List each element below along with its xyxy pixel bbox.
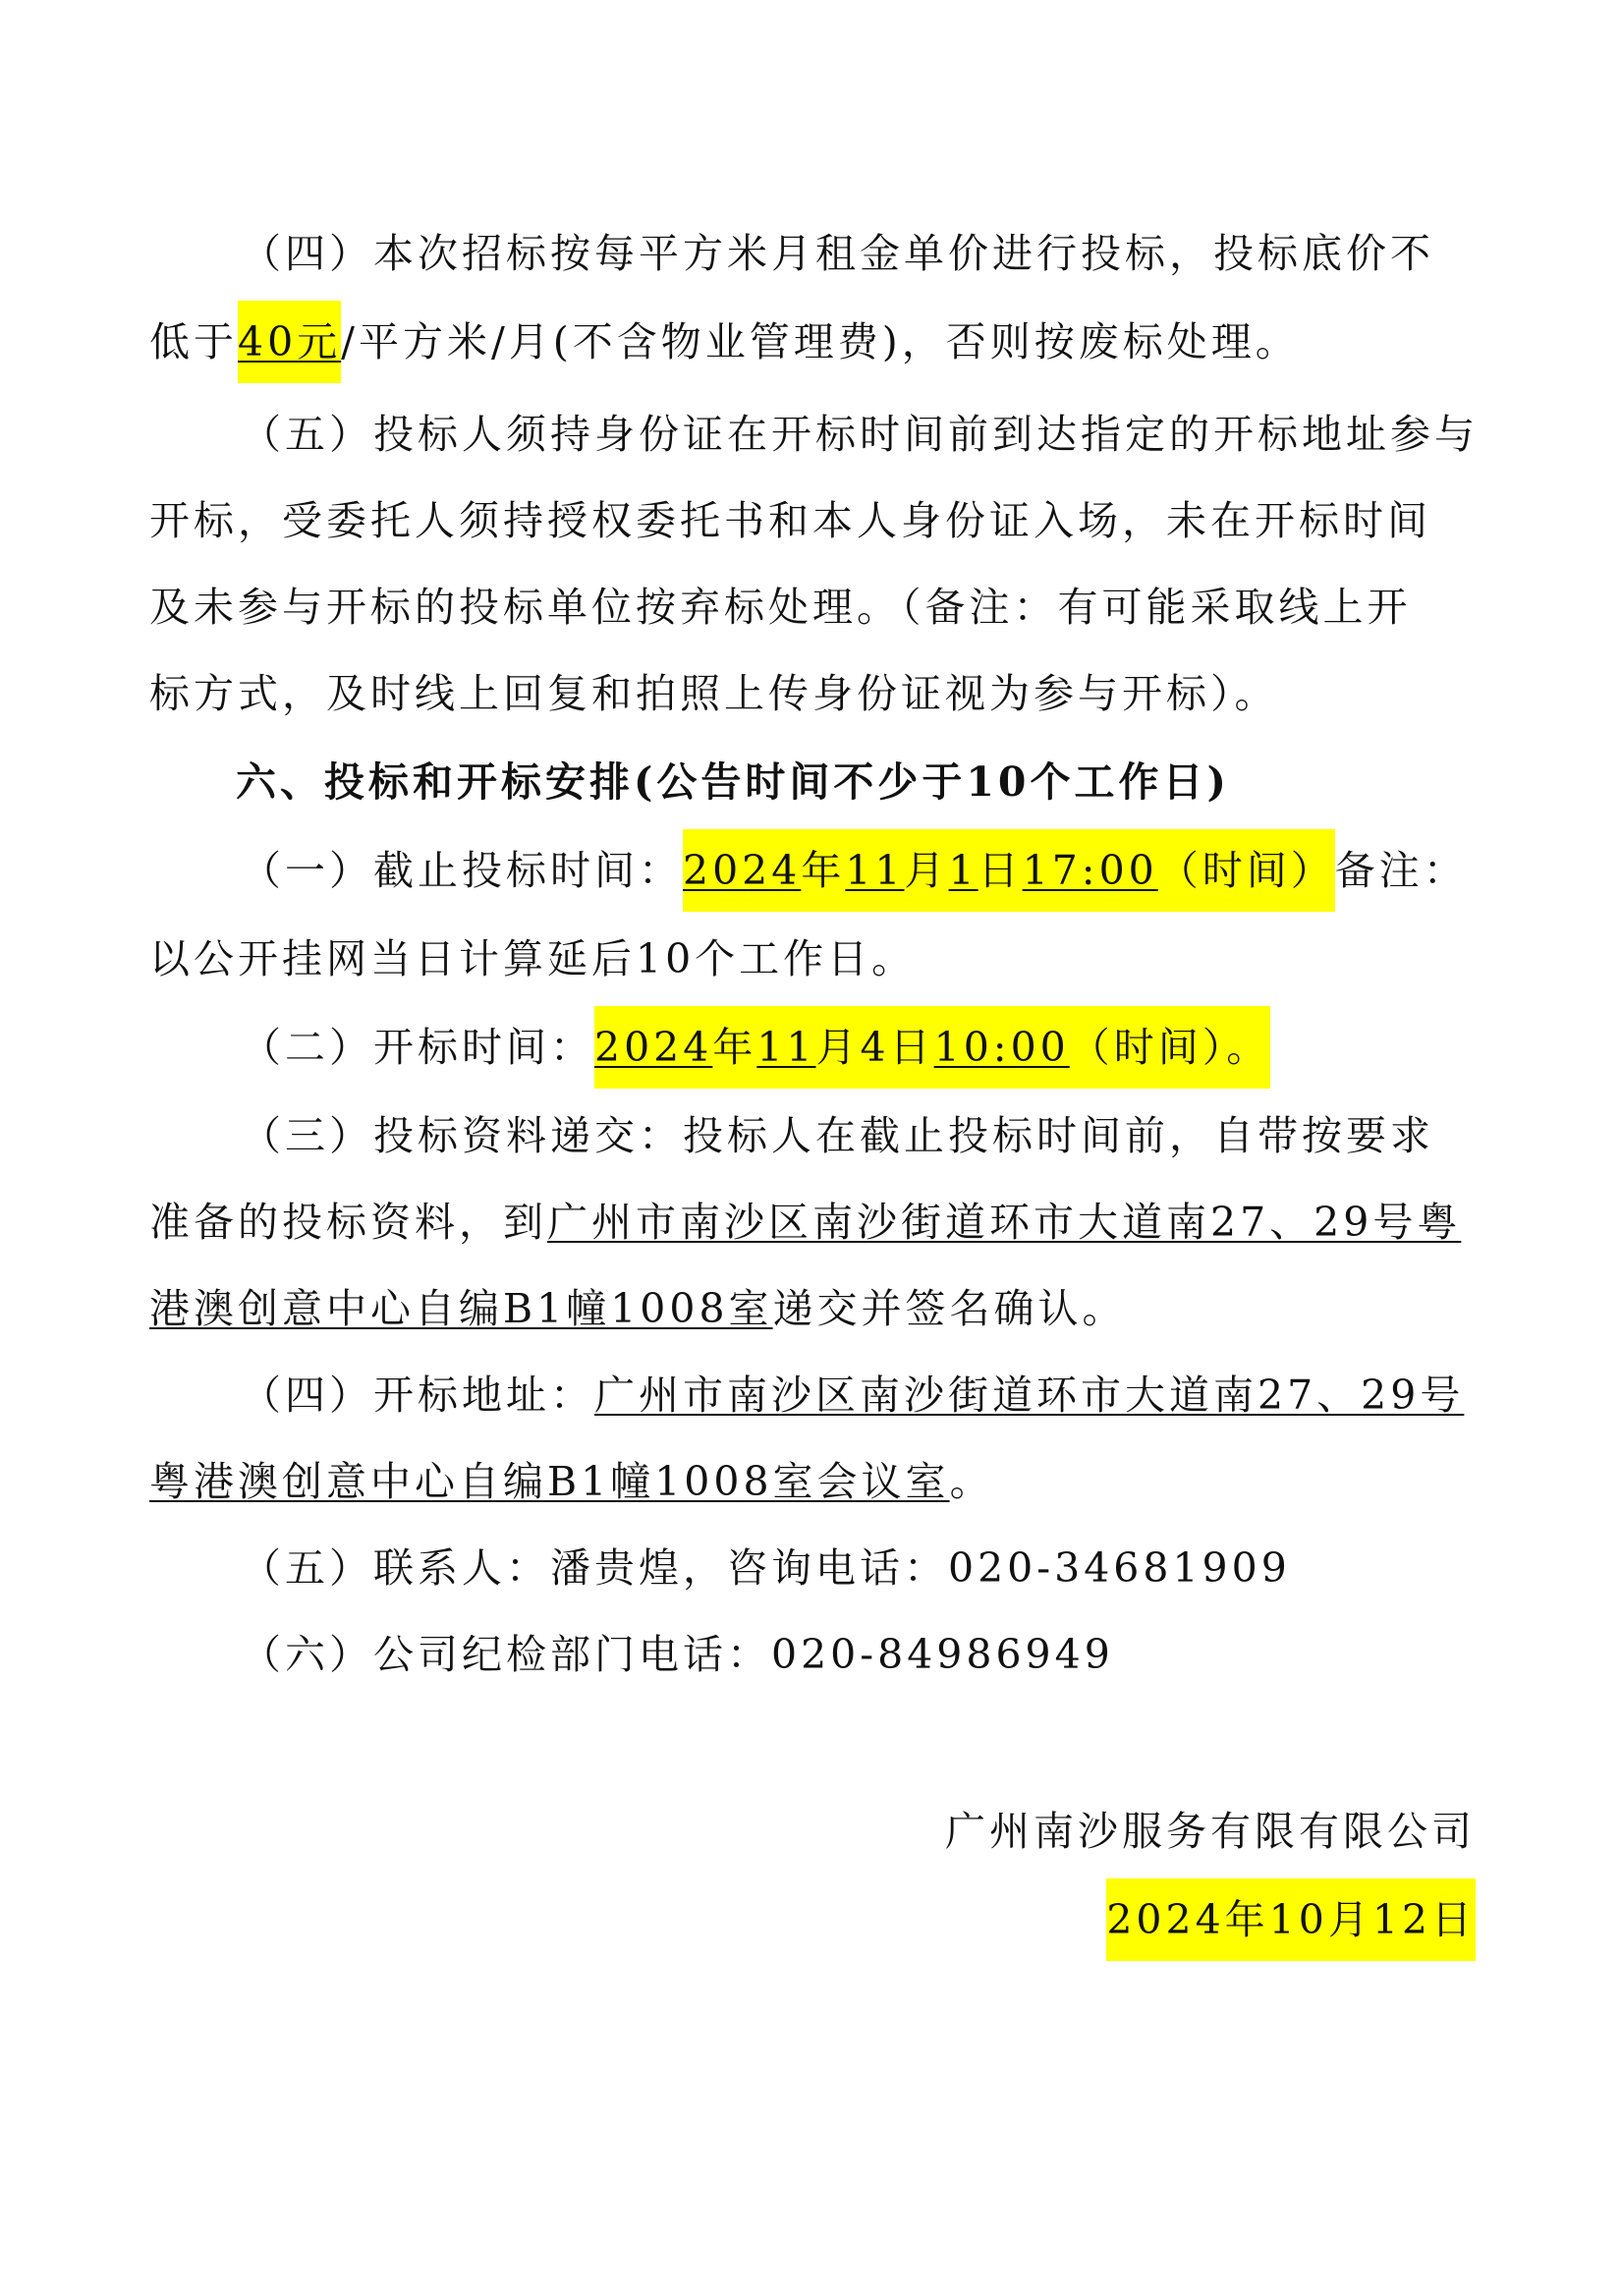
deadline-year: 2024 — [683, 847, 802, 894]
section6-heading-text: 六、投标和开标安排(公告时间不少于10个工作日) — [236, 758, 1230, 806]
item3-line1-text: （三）投标资料递交：投标人在截止投标时间前，自带按要求 — [241, 1112, 1434, 1159]
opening-time-note: （时间）。 — [1069, 1024, 1271, 1071]
deadline-highlight — [683, 829, 1335, 912]
contact-info: （五）联系人：潘贵煌，咨询电话：020-34681909 — [241, 1544, 1291, 1592]
item2-line1 — [241, 1018, 1270, 1077]
item3-line2 — [149, 1193, 1461, 1252]
para5-line4-text: 标方式，及时线上回复和拍照上传身份证视为参与开标）。 — [149, 670, 1279, 717]
opening-year-unit: 年 — [712, 1024, 757, 1071]
item1-prefix: （一）截止投标时间： — [241, 847, 683, 894]
opening-address-part1: 广州市南沙区南沙街道环市大道南27、29号 — [594, 1372, 1465, 1419]
item3-line3-post: 递交并签名确认。 — [772, 1285, 1127, 1332]
submission-address-part1: 广州市南沙区南沙街道环市大道南27、29号粤 — [547, 1199, 1462, 1246]
deadline-time: 17:00 — [1022, 847, 1158, 894]
company-name: 广州南沙服务有限有限公司 — [945, 1808, 1476, 1855]
opening-address-part2: 粤港澳创意中心自编B1幢1008室会议室 — [149, 1458, 950, 1505]
opening-month-unit: 月 — [815, 1024, 861, 1071]
para5-line4 — [149, 664, 1279, 723]
item4-suffix: 。 — [949, 1458, 994, 1505]
deadline-day-unit: 日 — [978, 847, 1023, 894]
deadline-time-note: （时间） — [1157, 847, 1335, 894]
deadline-month: 11 — [845, 847, 905, 894]
price-value: 40元 — [238, 301, 341, 383]
item1-line2 — [149, 929, 916, 988]
item1-line2-text: 以公开挂网当日计算延后10个工作日。 — [149, 935, 917, 982]
para5-line3 — [149, 578, 1412, 637]
item4-line1 — [241, 1366, 1464, 1425]
para4-line2-post: /平方米/月(不含物业管理费)，否则按废标处理。 — [341, 318, 1300, 365]
opening-month: 11 — [756, 1024, 816, 1071]
opening-time-highlight — [594, 1006, 1270, 1089]
item6-line — [241, 1625, 1114, 1684]
section6-heading — [236, 753, 1230, 812]
para4-line1-text: （四）本次招标按每平方米月租金单价进行投标，投标底价不 — [241, 230, 1434, 277]
para4-line1 — [241, 224, 1434, 283]
para5-line1-text: （五）投标人须持身份证在开标时间前到达指定的开标地址参与 — [241, 411, 1479, 458]
item4-prefix: （四）开标地址： — [241, 1372, 594, 1419]
item2-prefix: （二）开标时间： — [241, 1024, 594, 1071]
para5-line2-text: 开标，受委托人须持授权委托书和本人身份证入场，未在开标时间 — [149, 497, 1431, 544]
item1-line1 — [241, 841, 1468, 900]
para5-line1 — [241, 405, 1479, 464]
item3-line3 — [149, 1279, 1127, 1338]
deadline-year-unit: 年 — [801, 847, 846, 894]
opening-day: 4日 — [860, 1024, 934, 1071]
issue-date: 2024年10月12日 — [1106, 1878, 1476, 1961]
para5-line2 — [149, 491, 1431, 550]
item5-line — [241, 1539, 1291, 1597]
opening-time: 10:00 — [933, 1024, 1070, 1071]
signature-date — [1106, 1890, 1476, 1949]
submission-address-part2: 港澳创意中心自编B1幢1008室 — [149, 1285, 773, 1332]
deadline-month-unit: 月 — [904, 847, 949, 894]
item3-line2-pre: 准备的投标资料，到 — [149, 1199, 547, 1246]
opening-year: 2024 — [594, 1024, 713, 1071]
item1-suffix: 备注： — [1334, 847, 1468, 894]
para4-line2 — [149, 312, 1300, 371]
item3-line1 — [241, 1106, 1434, 1165]
deadline-day: 1 — [948, 847, 978, 894]
para4-line2-pre: 低于 — [149, 318, 238, 365]
discipline-phone: （六）公司纪检部门电话：020-84986949 — [241, 1631, 1114, 1678]
para5-line3-text: 及未参与开标的投标单位按弃标处理。（备注：有可能采取线上开 — [149, 584, 1412, 631]
signature-company — [945, 1802, 1476, 1861]
item4-line2 — [149, 1452, 994, 1511]
